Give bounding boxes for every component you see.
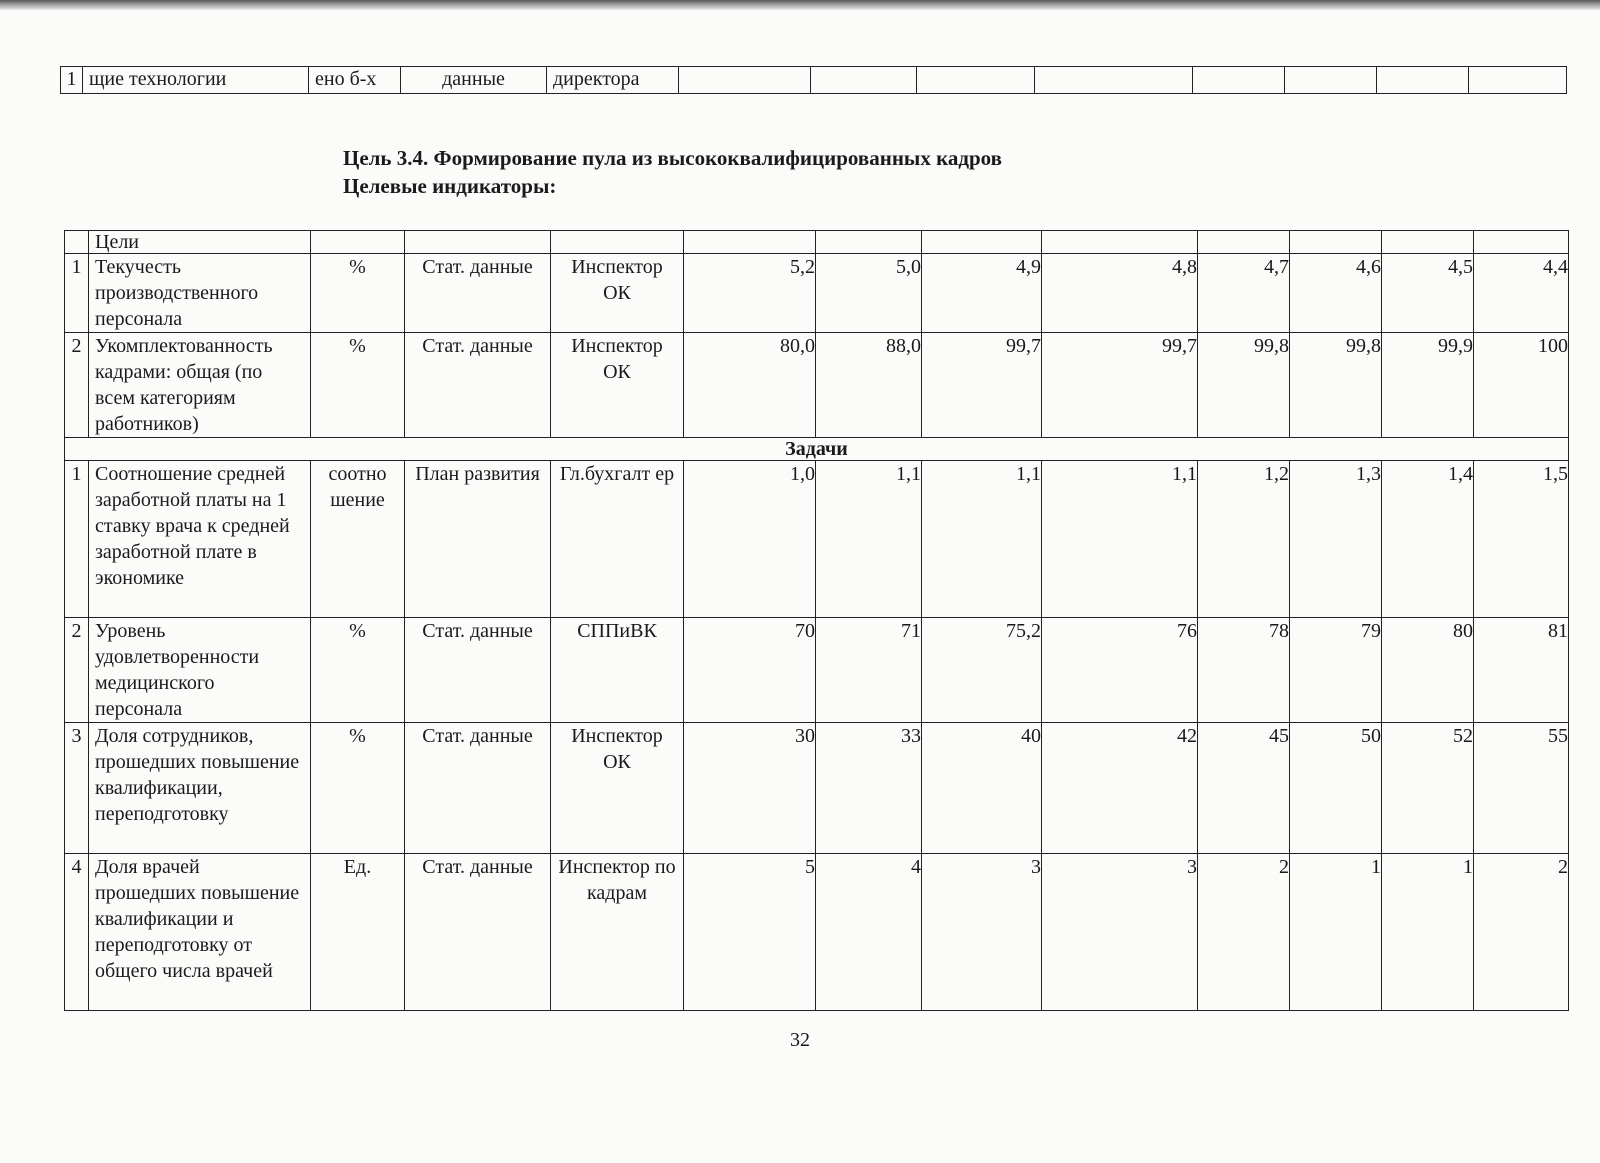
value-cell [1042,618,1198,723]
goals-label: Цели [89,231,311,254]
source: Стат. данные [405,618,551,723]
unit: % [311,618,405,723]
value-text: 79 [1361,620,1381,642]
unit: ено б-х [309,67,401,94]
value-text: 81 [1548,620,1568,642]
value-cell [684,254,816,333]
value-text: 3 [1187,856,1197,878]
value-cell [1474,618,1569,723]
value-text: 33 [901,725,921,747]
value-cell [1042,333,1198,438]
value-text: 45 [1269,725,1289,747]
responsible: СППиВК [551,618,684,723]
value-text: 71 [901,620,921,642]
unit: % [311,723,405,854]
source: данные [401,67,547,94]
table-row [65,618,1569,723]
tasks-section-row [65,438,1569,461]
value-cell [922,723,1042,854]
value-cell [1198,254,1290,333]
value-cell [1198,461,1290,618]
value-cell [816,254,922,333]
responsible: директора [547,67,679,94]
value-text: 1,5 [1543,463,1568,485]
value-cell [1474,461,1569,618]
value-cell [1290,723,1382,854]
scan-edge [0,0,1600,10]
value-text: 5 [805,856,815,878]
indicators-table [64,230,1569,1011]
source: План развития [405,461,551,618]
value-text: 76 [1177,620,1197,642]
table-row [65,254,1569,333]
value-cell [1474,723,1569,854]
value-cell [684,854,816,1011]
value-cell [1042,854,1198,1011]
value-cell [1382,723,1474,854]
value-text: 4,5 [1448,256,1473,278]
value-text: 4,7 [1264,256,1289,278]
row-number: 1 [61,67,83,94]
value-cell [1382,461,1474,618]
value-text: 42 [1177,725,1197,747]
value-text: 99,7 [1162,335,1197,357]
value-cell [816,333,922,438]
table-row [61,67,1567,94]
value-cell [684,461,816,618]
value-cell [816,723,922,854]
value-cell [1290,618,1382,723]
indicator-name: Доля врачей прошедших повышение квалификации и переподготовку от общего числа врачей [89,854,311,1011]
value-cell [1382,333,1474,438]
value-text: 1,0 [790,463,815,485]
indicator-name: Текучесть производственного персонала [89,254,311,333]
responsible: Инспектор ОК [551,254,684,333]
value-text: 1,1 [1172,463,1197,485]
value-cell [1382,854,1474,1011]
table-row [65,723,1569,854]
value-cell [1382,618,1474,723]
value-cell [922,618,1042,723]
value-cell [1290,854,1382,1011]
value-text: 88,0 [886,335,921,357]
value-text: 30 [795,725,815,747]
value-text: 99,9 [1438,335,1473,357]
value-text: 99,8 [1346,335,1381,357]
value-text: 99,8 [1254,335,1289,357]
value-text: 4,4 [1543,256,1568,278]
value-text: 1 [1463,856,1473,878]
value-text: 1,1 [896,463,921,485]
value-text: 70 [795,620,815,642]
tasks-label: Задачи [65,438,1569,461]
source: Стат. данные [405,254,551,333]
value-text: 2 [1279,856,1289,878]
previous-table-fragment [60,66,1567,94]
indicators-heading: Целевые индикаторы: [343,174,557,198]
page-number: 32 [790,1029,810,1051]
value-cell [684,723,816,854]
value-cell [1198,333,1290,438]
value-cell [922,254,1042,333]
unit: % [311,254,405,333]
value-cell [1290,333,1382,438]
value-cell [1382,254,1474,333]
table-row [65,854,1569,1011]
table-row [65,461,1569,618]
indicator-name: щие технологии [83,67,309,94]
indicator-name: Доля сотрудников, прошедших повышение квалификации, переподготовку [89,723,311,854]
row-number: 4 [65,854,89,1011]
value-cell [816,461,922,618]
value-text: 4,9 [1016,256,1041,278]
value-cell [816,854,922,1011]
goal-heading: Цель 3.4. Формирование пула из высококвалифицированных кадров [343,146,1002,170]
value-text: 40 [1021,725,1041,747]
value-cell [1198,723,1290,854]
row-number: 3 [65,723,89,854]
unit: соотно шение [311,461,405,618]
value-cell [1042,254,1198,333]
value-text: 5,0 [896,256,921,278]
table-row [65,333,1569,438]
indicator-name: Соотношение средней заработной платы на 1 ставку врача к средней заработной плате в экономике [89,461,311,618]
row-number: 2 [65,618,89,723]
indicator-name: Уровень удовлетворенности медицинского персонала [89,618,311,723]
value-text: 1,1 [1016,463,1041,485]
value-text: 4,6 [1356,256,1381,278]
value-text: 100 [1538,335,1568,357]
value-cell [922,854,1042,1011]
value-cell [1474,333,1569,438]
source: Стат. данные [405,723,551,854]
value-cell [1474,254,1569,333]
responsible: Гл.бухгалт ер [551,461,684,618]
value-text: 99,7 [1006,335,1041,357]
value-text: 78 [1269,620,1289,642]
responsible: Инспектор ОК [551,723,684,854]
unit: Ед. [311,854,405,1011]
responsible: Инспектор ОК [551,333,684,438]
value-cell [922,461,1042,618]
row-number: 2 [65,333,89,438]
value-text: 55 [1548,725,1568,747]
value-text: 5,2 [790,256,815,278]
value-cell [1290,254,1382,333]
value-cell [1198,854,1290,1011]
value-cell [1042,723,1198,854]
value-cell [684,333,816,438]
value-cell [1198,618,1290,723]
value-text: 50 [1361,725,1381,747]
goals-header-row [65,231,1569,254]
unit: % [311,333,405,438]
indicator-name: Укомплектованность кадрами: общая (по всем категориям работников) [89,333,311,438]
row-number: 1 [65,461,89,618]
value-text: 4,8 [1172,256,1197,278]
value-text: 75,2 [1006,620,1041,642]
row-number: 1 [65,254,89,333]
value-text: 3 [1031,856,1041,878]
value-text: 80 [1453,620,1473,642]
value-cell [684,618,816,723]
value-text: 52 [1453,725,1473,747]
value-text: 2 [1558,856,1568,878]
value-text: 1,4 [1448,463,1473,485]
value-cell [1474,854,1569,1011]
value-text: 1,3 [1356,463,1381,485]
value-text: 80,0 [780,335,815,357]
responsible: Инспектор по кадрам [551,854,684,1011]
source: Стат. данные [405,333,551,438]
value-cell [1042,461,1198,618]
value-cell [1290,461,1382,618]
value-text: 4 [911,856,921,878]
source: Стат. данные [405,854,551,1011]
value-text: 1 [1371,856,1381,878]
value-cell [816,618,922,723]
value-text: 1,2 [1264,463,1289,485]
value-cell [922,333,1042,438]
